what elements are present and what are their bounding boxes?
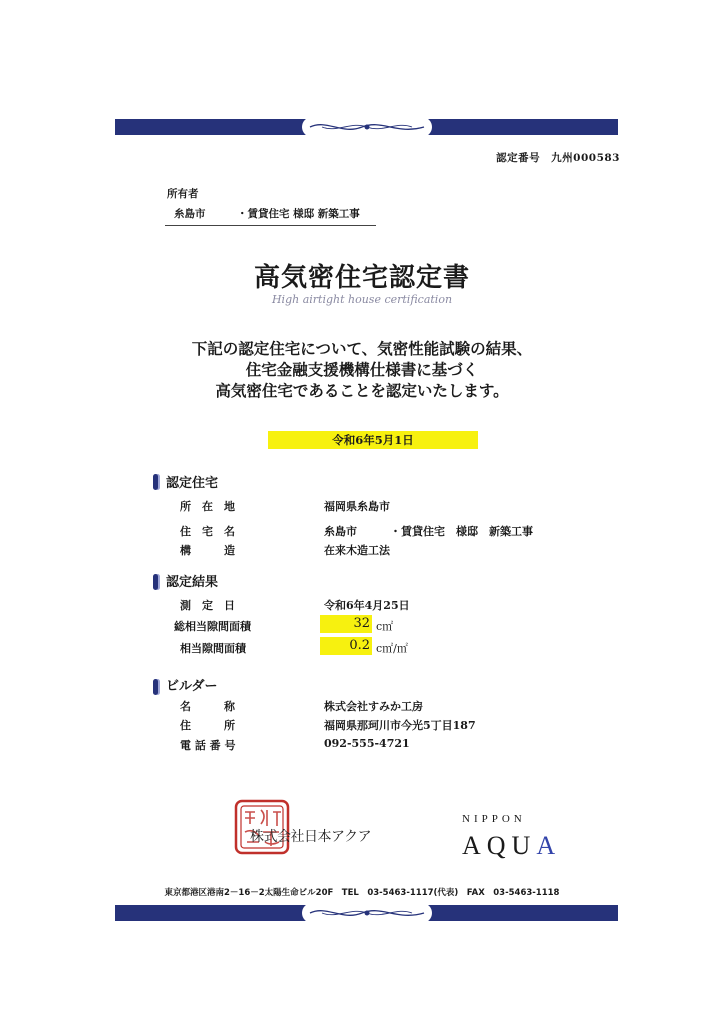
logo-aqua bbox=[462, 831, 561, 861]
measure-date-value: 令和6年4月25日 bbox=[324, 599, 410, 612]
gap-value: 0.2 bbox=[349, 638, 370, 653]
total-gap-value: 32 bbox=[353, 616, 370, 631]
document-title: 高気密住宅認定書 bbox=[253, 263, 470, 293]
location-value: 福岡県糸島市 bbox=[324, 500, 390, 513]
location-label: 所 在 地 bbox=[180, 500, 235, 513]
certificate-number: 認定番号 九州000583 bbox=[496, 152, 620, 164]
gap-label: 相当隙間面積 bbox=[180, 642, 246, 655]
builder-name-label: 名 称 bbox=[180, 700, 235, 713]
builder-phone-value: 092-555-4721 bbox=[324, 737, 410, 750]
total-gap-label: 総相当隙間面積 bbox=[174, 620, 251, 633]
house-name-value: 糸島市 ・賃貸住宅 様邸 新築工事 bbox=[324, 525, 533, 538]
issuer-company-name: 株式会社日本アクア bbox=[250, 828, 372, 844]
issue-date: 令和6年5月1日 bbox=[332, 433, 414, 447]
builder-address-value: 福岡県那珂川市今光5丁目187 bbox=[324, 719, 476, 732]
statement-line: 下記の認定住宅について、気密性能試験の結果、 bbox=[191, 339, 533, 358]
builder-phone-label: 電 話 番 号 bbox=[180, 739, 236, 752]
gap-unit: c㎡/㎡ bbox=[376, 642, 408, 655]
house-name-label: 住 宅 名 bbox=[180, 525, 235, 538]
logo-nippon: NIPPON bbox=[462, 813, 526, 825]
logo-aqua-part1: AQU bbox=[462, 831, 537, 860]
document-subtitle: High airtight house certification bbox=[271, 293, 453, 306]
logo-aqua-part2: A bbox=[536, 831, 562, 860]
section-marker-icon bbox=[153, 574, 158, 590]
bottom-banner bbox=[115, 905, 618, 921]
section-heading-builder: ビルダー bbox=[166, 679, 218, 694]
builder-address-label: 住 所 bbox=[180, 719, 235, 732]
section-marker-icon bbox=[153, 474, 158, 490]
builder-name-value: 株式会社すみか工房 bbox=[324, 700, 423, 713]
statement-line: 住宅金融支援機構仕様書に基づく bbox=[245, 360, 479, 379]
certification-statement bbox=[0, 338, 724, 401]
measure-date-label: 測 定 日 bbox=[180, 599, 235, 612]
top-banner bbox=[115, 119, 618, 135]
section-heading-house: 認定住宅 bbox=[166, 476, 219, 491]
ornament-icon bbox=[302, 117, 432, 137]
ornament-icon bbox=[302, 903, 432, 923]
section-marker-icon bbox=[153, 679, 158, 695]
structure-value: 在来木造工法 bbox=[324, 544, 390, 557]
section-heading-result: 認定結果 bbox=[166, 575, 219, 590]
owner-underline bbox=[165, 225, 376, 226]
total-gap-unit: c㎡ bbox=[376, 620, 394, 633]
issuer-address: 東京都港区港南2－16－2太陽生命ビル20F TEL 03-5463-1117(代表) FAX 03-5463-1118 bbox=[164, 888, 560, 898]
statement-line: 高気密住宅であることを認定いたします。 bbox=[215, 381, 509, 400]
owner-label: 所有者 bbox=[167, 188, 199, 200]
owner-value: 糸島市 ・賃貸住宅 様邸 新築工事 bbox=[174, 208, 360, 220]
structure-label: 構 造 bbox=[180, 544, 235, 557]
